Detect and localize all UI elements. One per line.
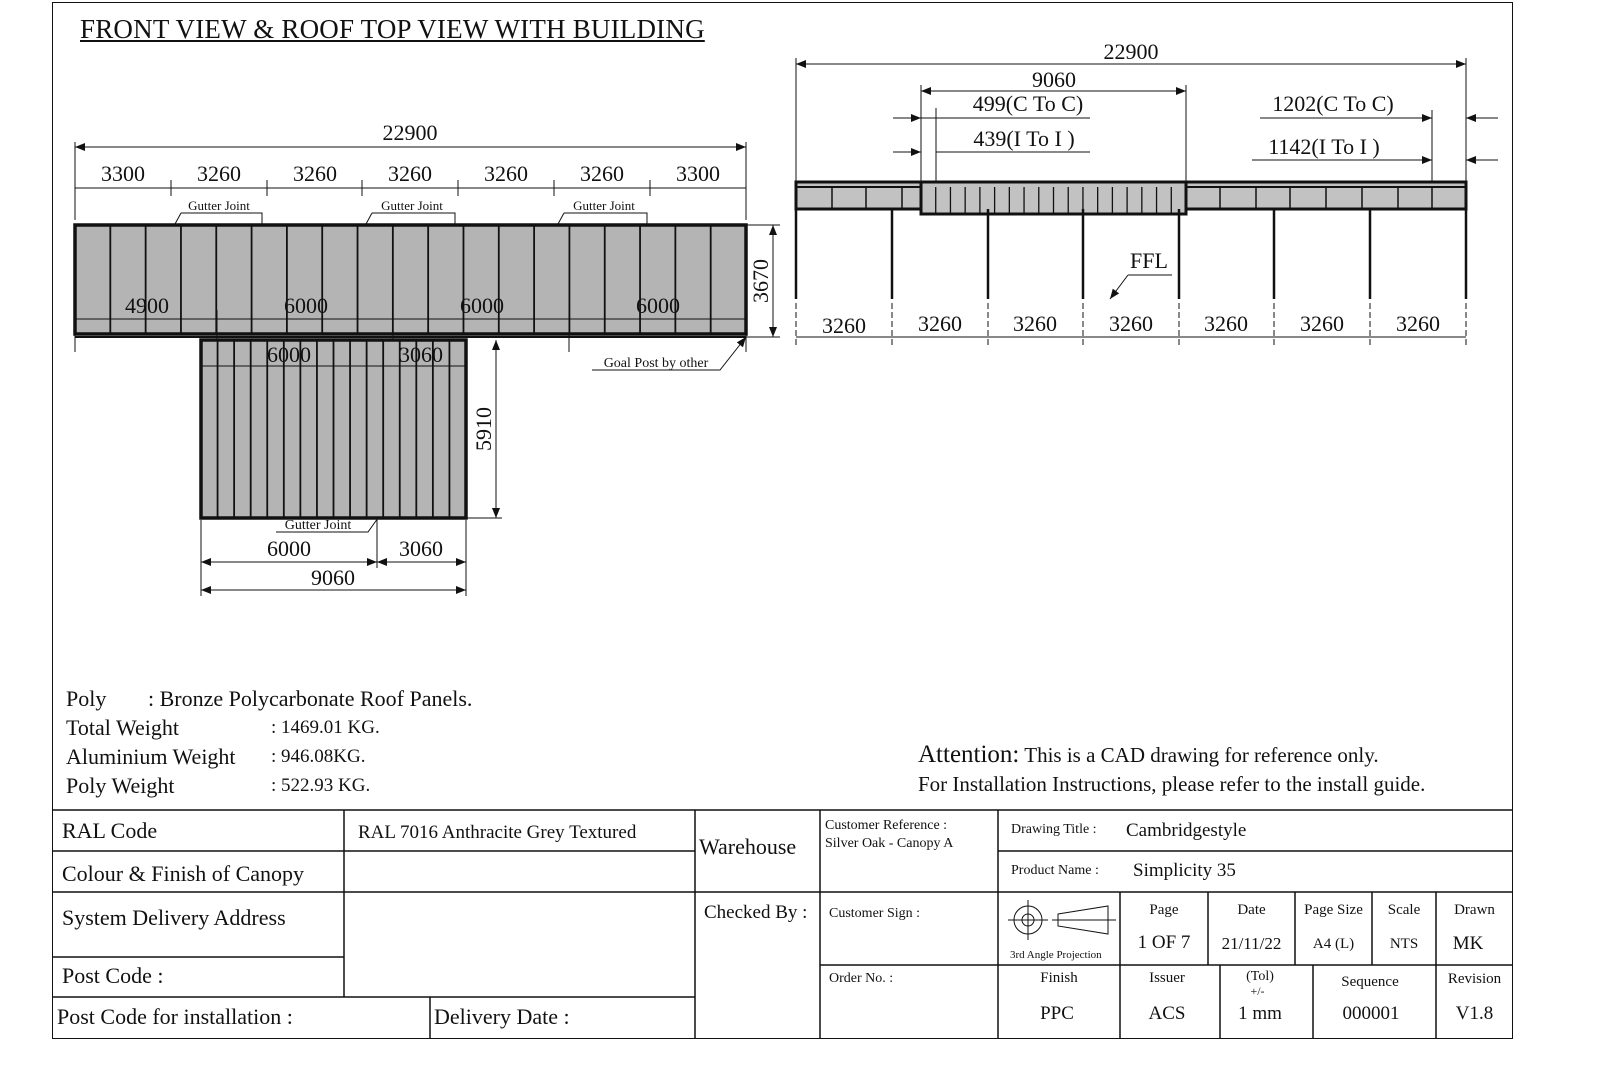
section-1-label: 4900 <box>125 293 169 318</box>
tolerance-label: (Tol) <box>1246 969 1274 984</box>
specification-notes <box>66 684 472 800</box>
attention-note <box>918 740 1425 799</box>
section-3-label: 6000 <box>460 293 504 318</box>
total-weight-value: : 1469.01 KG. <box>271 717 380 738</box>
customer-reference-label: Customer Reference : <box>825 818 948 833</box>
tolerance-plus-minus: +/- <box>1250 984 1265 998</box>
front-elevation-view <box>796 39 1498 345</box>
front-bay-6-label: 3260 <box>1300 311 1344 336</box>
product-name-value: Simplicity 35 <box>1133 860 1236 881</box>
roof-plan-view <box>75 120 780 596</box>
post-code-label: Post Code : <box>62 963 164 988</box>
poly-label: Poly <box>66 686 107 711</box>
sequence-value: 000001 <box>1342 1003 1400 1024</box>
bay-7-label: 3300 <box>676 161 720 186</box>
bay-2-label: 3260 <box>197 161 241 186</box>
finish-label: Finish <box>1040 970 1078 986</box>
gutter-joint-label-1: Gutter Joint <box>188 198 250 213</box>
ral-code-value: RAL 7016 Anthracite Grey Textured <box>358 822 637 843</box>
front-bay-2-label: 3260 <box>918 311 962 336</box>
revision-label: Revision <box>1447 971 1502 987</box>
section-2-label: 6000 <box>284 293 328 318</box>
bay-6-label: 3260 <box>580 161 624 186</box>
return-section-1-label: 6000 <box>267 342 311 367</box>
c-to-c-small-label: 499(C To C) <box>972 91 1084 116</box>
drawn-label: Drawn <box>1454 902 1495 918</box>
ffl-label: FFL <box>1130 248 1168 273</box>
gutter-joint-label-4: Gutter Joint <box>284 518 352 533</box>
warehouse-label: Warehouse <box>699 834 797 859</box>
date-label: Date <box>1237 902 1266 918</box>
return-total-label: 9060 <box>311 565 355 590</box>
return-bottom-1-label: 6000 <box>267 536 311 561</box>
bay-4-label: 3260 <box>388 161 432 186</box>
i-to-i-small-label: 439(I To I ) <box>973 126 1075 151</box>
aluminium-weight-value: : 946.08KG. <box>271 746 366 767</box>
delivery-date-label: Delivery Date : <box>434 1004 570 1029</box>
poly-weight-value: : 522.93 KG. <box>271 775 371 796</box>
return-depth-label: 5910 <box>471 407 496 451</box>
attention-word: Attention: <box>918 741 1020 768</box>
bay-5-label: 3260 <box>484 161 528 186</box>
front-overall-label: 22900 <box>1103 39 1159 64</box>
drawn-value: MK <box>1452 933 1484 954</box>
scale-value: NTS <box>1389 936 1419 952</box>
front-bay-1-label: 3260 <box>822 313 866 338</box>
c-to-c-large-label: 1202(C To C) <box>1272 91 1394 116</box>
gutter-joint-label-2: Gutter Joint <box>381 198 443 213</box>
section-4-label: 6000 <box>636 293 680 318</box>
page-label: Page <box>1149 902 1179 918</box>
return-section-2-label: 3060 <box>399 342 443 367</box>
page-size-label: Page Size <box>1304 902 1363 918</box>
scale-label: Scale <box>1387 902 1421 918</box>
revision-value: V1.8 <box>1455 1003 1494 1024</box>
post-code-installation-label: Post Code for installation : <box>57 1004 293 1029</box>
page-size-value: A4 (L) <box>1312 936 1355 952</box>
issuer-value: ACS <box>1148 1003 1186 1024</box>
i-to-i-large-label: 1142(I To I ) <box>1268 134 1380 159</box>
depth-label: 3670 <box>748 259 773 303</box>
third-angle-projection-icon <box>1008 900 1116 940</box>
aluminium-weight-label: Aluminium Weight <box>66 744 236 769</box>
product-name-label: Product Name : <box>1011 863 1099 878</box>
customer-reference-value: Silver Oak - Canopy A <box>825 836 954 851</box>
return-bottom-2-label: 3060 <box>399 536 443 561</box>
date-value: 21/11/22 <box>1221 934 1282 953</box>
ral-code-label: RAL Code <box>62 818 158 843</box>
tolerance-value: 1 mm <box>1238 1003 1282 1024</box>
gutter-joint-label-3: Gutter Joint <box>573 198 635 213</box>
overall-width-label: 22900 <box>382 120 438 145</box>
page-value: 1 OF 7 <box>1137 932 1191 953</box>
poly-weight-label: Poly Weight <box>66 773 175 798</box>
drawing-title-value: Cambridgestyle <box>1126 820 1247 841</box>
total-weight-label: Total Weight <box>66 715 179 740</box>
checked-by-label: Checked By : <box>704 902 808 923</box>
colour-finish-label: Colour & Finish of Canopy <box>62 861 305 886</box>
delivery-address-label: System Delivery Address <box>62 905 286 930</box>
front-bay-7-label: 3260 <box>1396 311 1440 336</box>
bay-3-label: 3260 <box>293 161 337 186</box>
order-no-label: Order No. : <box>829 971 894 986</box>
front-bay-3-label: 3260 <box>1013 311 1057 336</box>
front-bay-4-label: 3260 <box>1109 311 1153 336</box>
attention-line-2: For Installation Instructions, please refer to the install guide. <box>918 772 1426 796</box>
drawing-heading: FRONT VIEW & ROOF TOP VIEW WITH BUILDING <box>80 14 705 44</box>
front-bay-5-label: 3260 <box>1204 311 1248 336</box>
drawing-title-label: Drawing Title : <box>1011 822 1097 837</box>
projection-label: 3rd Angle Projection <box>1010 949 1102 961</box>
goal-post-note: Goal Post by other <box>603 356 709 371</box>
bay-1-label: 3300 <box>101 161 145 186</box>
customer-sign-label: Customer Sign : <box>829 906 921 921</box>
finish-value: PPC <box>1040 1003 1074 1024</box>
front-9060-label: 9060 <box>1032 67 1076 92</box>
issuer-label: Issuer <box>1149 970 1185 986</box>
sequence-label: Sequence <box>1341 974 1399 990</box>
poly-value: : Bronze Polycarbonate Roof Panels. <box>148 686 473 711</box>
attention-line-1: This is a CAD drawing for reference only. <box>1019 743 1379 767</box>
